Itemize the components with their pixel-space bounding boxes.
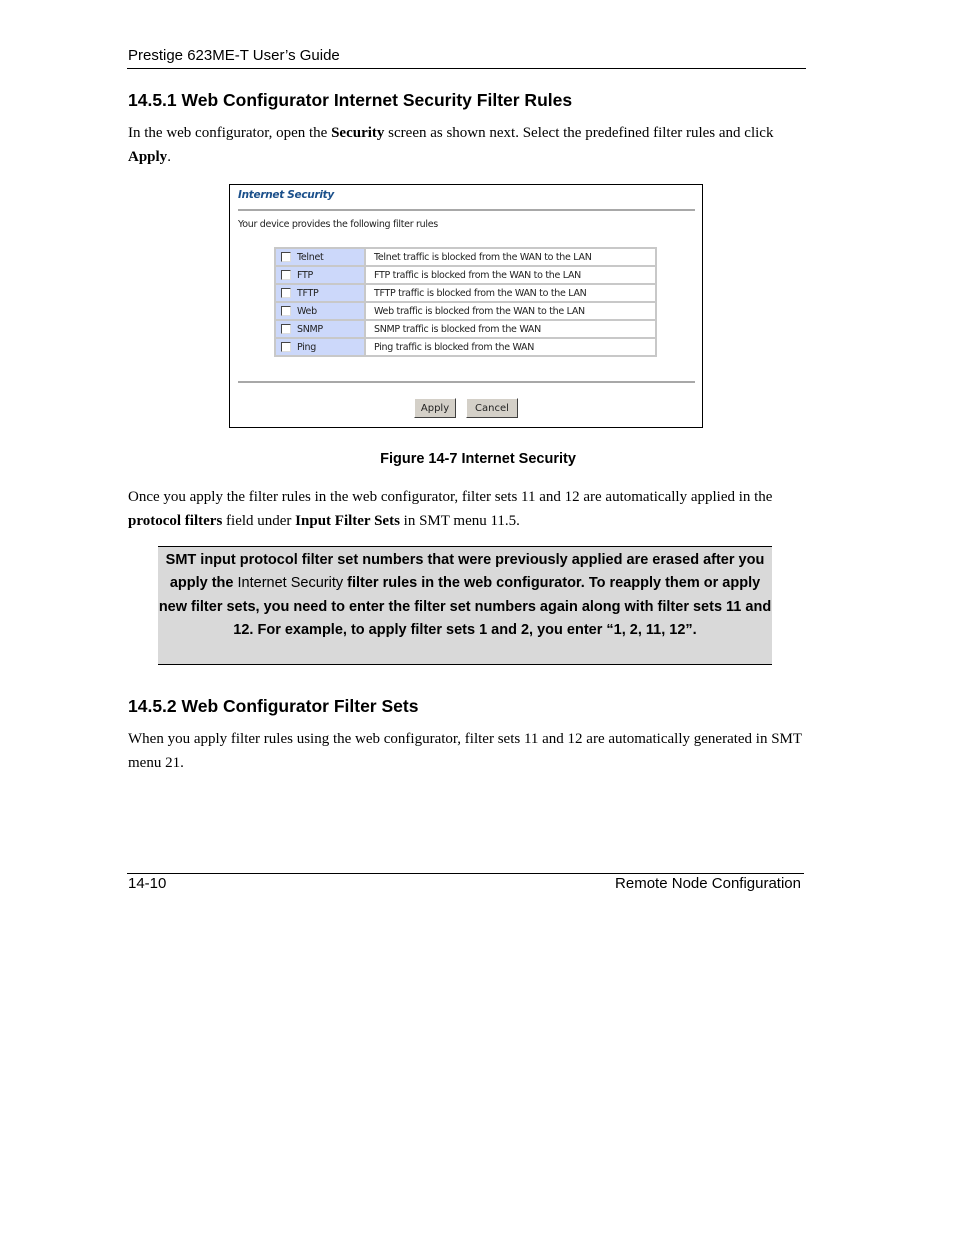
cancel-button[interactable]: Cancel [466, 398, 518, 418]
rule-description: TFTP traffic is blocked from the WAN to the LAN [365, 284, 656, 302]
rule-description: Web traffic is blocked from the WAN to the LAN [365, 302, 656, 320]
section2-paragraph: When you apply filter rules using the web configurator, filter sets 11 and 12 are automatically generated in SMT menu 21. [128, 731, 802, 771]
rule-description: Telnet traffic is blocked from the WAN to the LAN [365, 248, 656, 266]
title-divider [238, 209, 695, 211]
rule-checkbox[interactable] [281, 288, 291, 298]
filter-rules-description: Your device provides the following filter rules [238, 219, 438, 230]
text: field under [222, 513, 296, 529]
bold-term-protocol-filters: protocol filters [128, 513, 223, 529]
apply-button[interactable]: Apply [414, 398, 456, 418]
rule-label: Telnet [297, 251, 324, 263]
bold-term-security: Security [331, 125, 385, 141]
text: in SMT menu 11.5. [399, 513, 520, 529]
text: . [167, 149, 171, 165]
figure-caption: Figure 14-7 Internet Security [380, 451, 576, 467]
note-screen-name: Internet Security [237, 575, 344, 592]
rule-description: SNMP traffic is blocked from the WAN [365, 320, 656, 338]
text: screen as shown next. Select the predefined filter rules and click [384, 125, 774, 141]
rule-label: TFTP [297, 287, 319, 299]
text: In the web configurator, open the [128, 125, 332, 141]
section-heading-14-5-1: 14.5.1 Web Configurator Internet Security Filter Rules [128, 90, 573, 110]
note-text: SMT input protocol filter set numbers that were previously applied are erased after you apply the [165, 552, 765, 592]
filter-rules-table [274, 247, 657, 357]
text: Once you apply the filter rules in the web configurator, filter sets 11 and 12 are automatically applied in the [128, 489, 773, 505]
rule-label-cell [275, 338, 365, 356]
rule-label-cell [275, 284, 365, 302]
bold-term-apply: Apply [128, 149, 168, 165]
rule-label: Ping [297, 341, 317, 353]
filter-rule-row [275, 248, 656, 266]
rule-label: FTP [297, 269, 313, 281]
rule-checkbox[interactable] [281, 306, 291, 316]
rule-checkbox[interactable] [281, 270, 291, 280]
filter-sets-paragraph [128, 485, 808, 533]
filter-rule-row [275, 338, 656, 356]
rule-description: Ping traffic is blocked from the WAN [365, 338, 656, 356]
running-header: Prestige 623ME-T User’s Guide [128, 47, 340, 64]
section-heading-14-5-2: 14.5.2 Web Configurator Filter Sets [128, 696, 419, 716]
rule-label-cell [275, 302, 365, 320]
note-box [158, 546, 772, 665]
footer-rule [127, 873, 804, 874]
rule-label-cell [275, 248, 365, 266]
rule-label-cell [275, 320, 365, 338]
page-number: 14-10 [128, 875, 167, 892]
note-text: filter rules in the web configurator. To reapply them or apply new filter sets, you need to enter the filter set numbers again along with filter sets 11 and 12. For example, to apply filter sets 1 and 2, you enter “1, 2, 11, 12”. [158, 575, 772, 638]
screen-title: Internet Security [238, 189, 334, 201]
chapter-title: Remote Node Configuration [615, 875, 801, 892]
rule-checkbox[interactable] [281, 342, 291, 352]
rule-label: SNMP [297, 323, 323, 335]
filter-rule-row [275, 302, 656, 320]
rule-checkbox[interactable] [281, 252, 291, 262]
rule-description: FTP traffic is blocked from the WAN to the LAN [365, 266, 656, 284]
rule-label-cell [275, 266, 365, 284]
filter-rule-row [275, 320, 656, 338]
footer-divider [238, 381, 695, 383]
filter-rule-row [275, 266, 656, 284]
bold-term-input-filter-sets: Input Filter Sets [295, 513, 400, 529]
rule-label: Web [297, 305, 317, 317]
header-rule [127, 68, 806, 69]
filter-rule-row [275, 284, 656, 302]
intro-paragraph [128, 121, 808, 169]
internet-security-screenshot [229, 184, 703, 428]
rule-checkbox[interactable] [281, 324, 291, 334]
